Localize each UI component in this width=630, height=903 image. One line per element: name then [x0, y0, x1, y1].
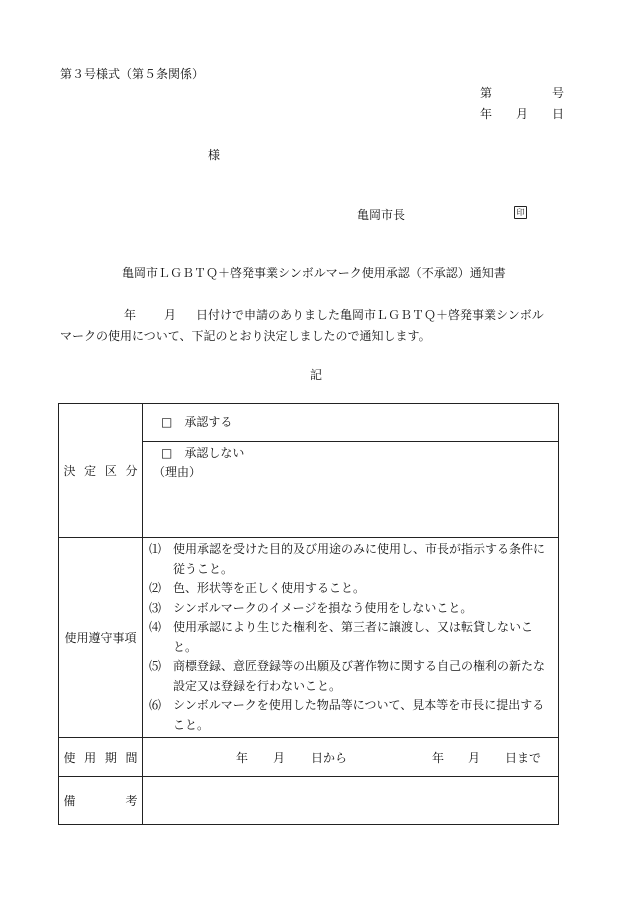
- period-from-day: 日から: [311, 751, 348, 765]
- body-line1-rest: 日付けで申請のありました亀岡市ＬＧＢＴＱ＋啓発事業シンボル: [196, 308, 544, 322]
- date-day: 日: [551, 107, 564, 121]
- period-from-year: 年: [236, 751, 249, 765]
- date-month: 月: [515, 107, 528, 121]
- rule-item: ⑵ 色、形状等を正しく使用すること。: [149, 581, 366, 595]
- addressee: 様: [208, 148, 221, 162]
- rule-item: ⑸ 商標登録、意匠登録等の出願及び著作物に関する自己の権利の新たな設定又は登録を行わないこと。: [149, 659, 546, 693]
- rule-item: ⑷ 使用承認により生じた権利を、第三者に譲渡し、又は転貸しないこと。: [149, 620, 534, 654]
- doc-number-suffix: 号: [551, 86, 564, 100]
- period-from-month: 月: [273, 751, 286, 765]
- document-title: 亀岡市ＬＧＢＴＱ＋啓発事業シンボルマーク使用承認（不承認）通知書: [122, 266, 506, 280]
- reject-label: 承認しない: [184, 446, 245, 460]
- rule-item: ⑴ 使用承認を受けた目的及び用途のみに使用し、市長が指示する条件に従うこと。: [149, 542, 546, 576]
- approve-label: 承認する: [184, 415, 233, 429]
- body-month: 月: [164, 308, 177, 322]
- seal-mark: 印: [514, 206, 527, 219]
- decision-label-cell: [59, 404, 143, 538]
- body-line-1: [124, 306, 544, 323]
- period-to-month: 月: [468, 751, 481, 765]
- rule-item: ⑹ シンボルマークを使用した物品等について、見本等を市長に提出すること。: [149, 698, 545, 732]
- rule-item: ⑶ シンボルマークのイメージを損なう使用をしないこと。: [149, 600, 473, 615]
- rules-label: 使用遵守事項: [64, 631, 137, 645]
- form-number: 第３号様式（第５条関係）: [60, 67, 205, 81]
- decision-label: 決 定 区 分: [63, 464, 138, 478]
- period-to-day: 日まで: [505, 751, 542, 765]
- reject-option[interactable]: [143, 442, 558, 463]
- checkbox-icon[interactable]: □: [161, 415, 173, 429]
- doc-number-prefix: 第: [480, 86, 493, 100]
- remarks-label-cell: [59, 777, 143, 825]
- period-to-year: 年: [432, 751, 445, 765]
- period-cell: [143, 738, 559, 777]
- remarks-cell[interactable]: [143, 777, 559, 825]
- sender-title: 亀岡市長: [357, 208, 406, 222]
- reject-cell: [143, 442, 559, 538]
- remarks-label: 備 考: [63, 794, 138, 808]
- document-number: [480, 84, 564, 101]
- date-year: 年: [480, 107, 493, 121]
- period-label: 使 用 期 間: [63, 750, 138, 765]
- period-label-cell: [59, 738, 143, 777]
- decision-table: [58, 403, 559, 825]
- rules-label-cell: [59, 538, 143, 738]
- approve-option[interactable]: [143, 413, 558, 432]
- rules-cell: [143, 538, 559, 738]
- approve-cell: [143, 404, 559, 442]
- body-year: 年: [124, 308, 137, 322]
- checkbox-icon[interactable]: □: [161, 446, 173, 460]
- body-line-2: マークの使用について、下記のとおり決定しましたので通知します。: [60, 329, 431, 343]
- issue-date: [480, 105, 564, 122]
- reason-label: （理由）: [153, 465, 202, 479]
- ki-heading: 記: [310, 368, 323, 382]
